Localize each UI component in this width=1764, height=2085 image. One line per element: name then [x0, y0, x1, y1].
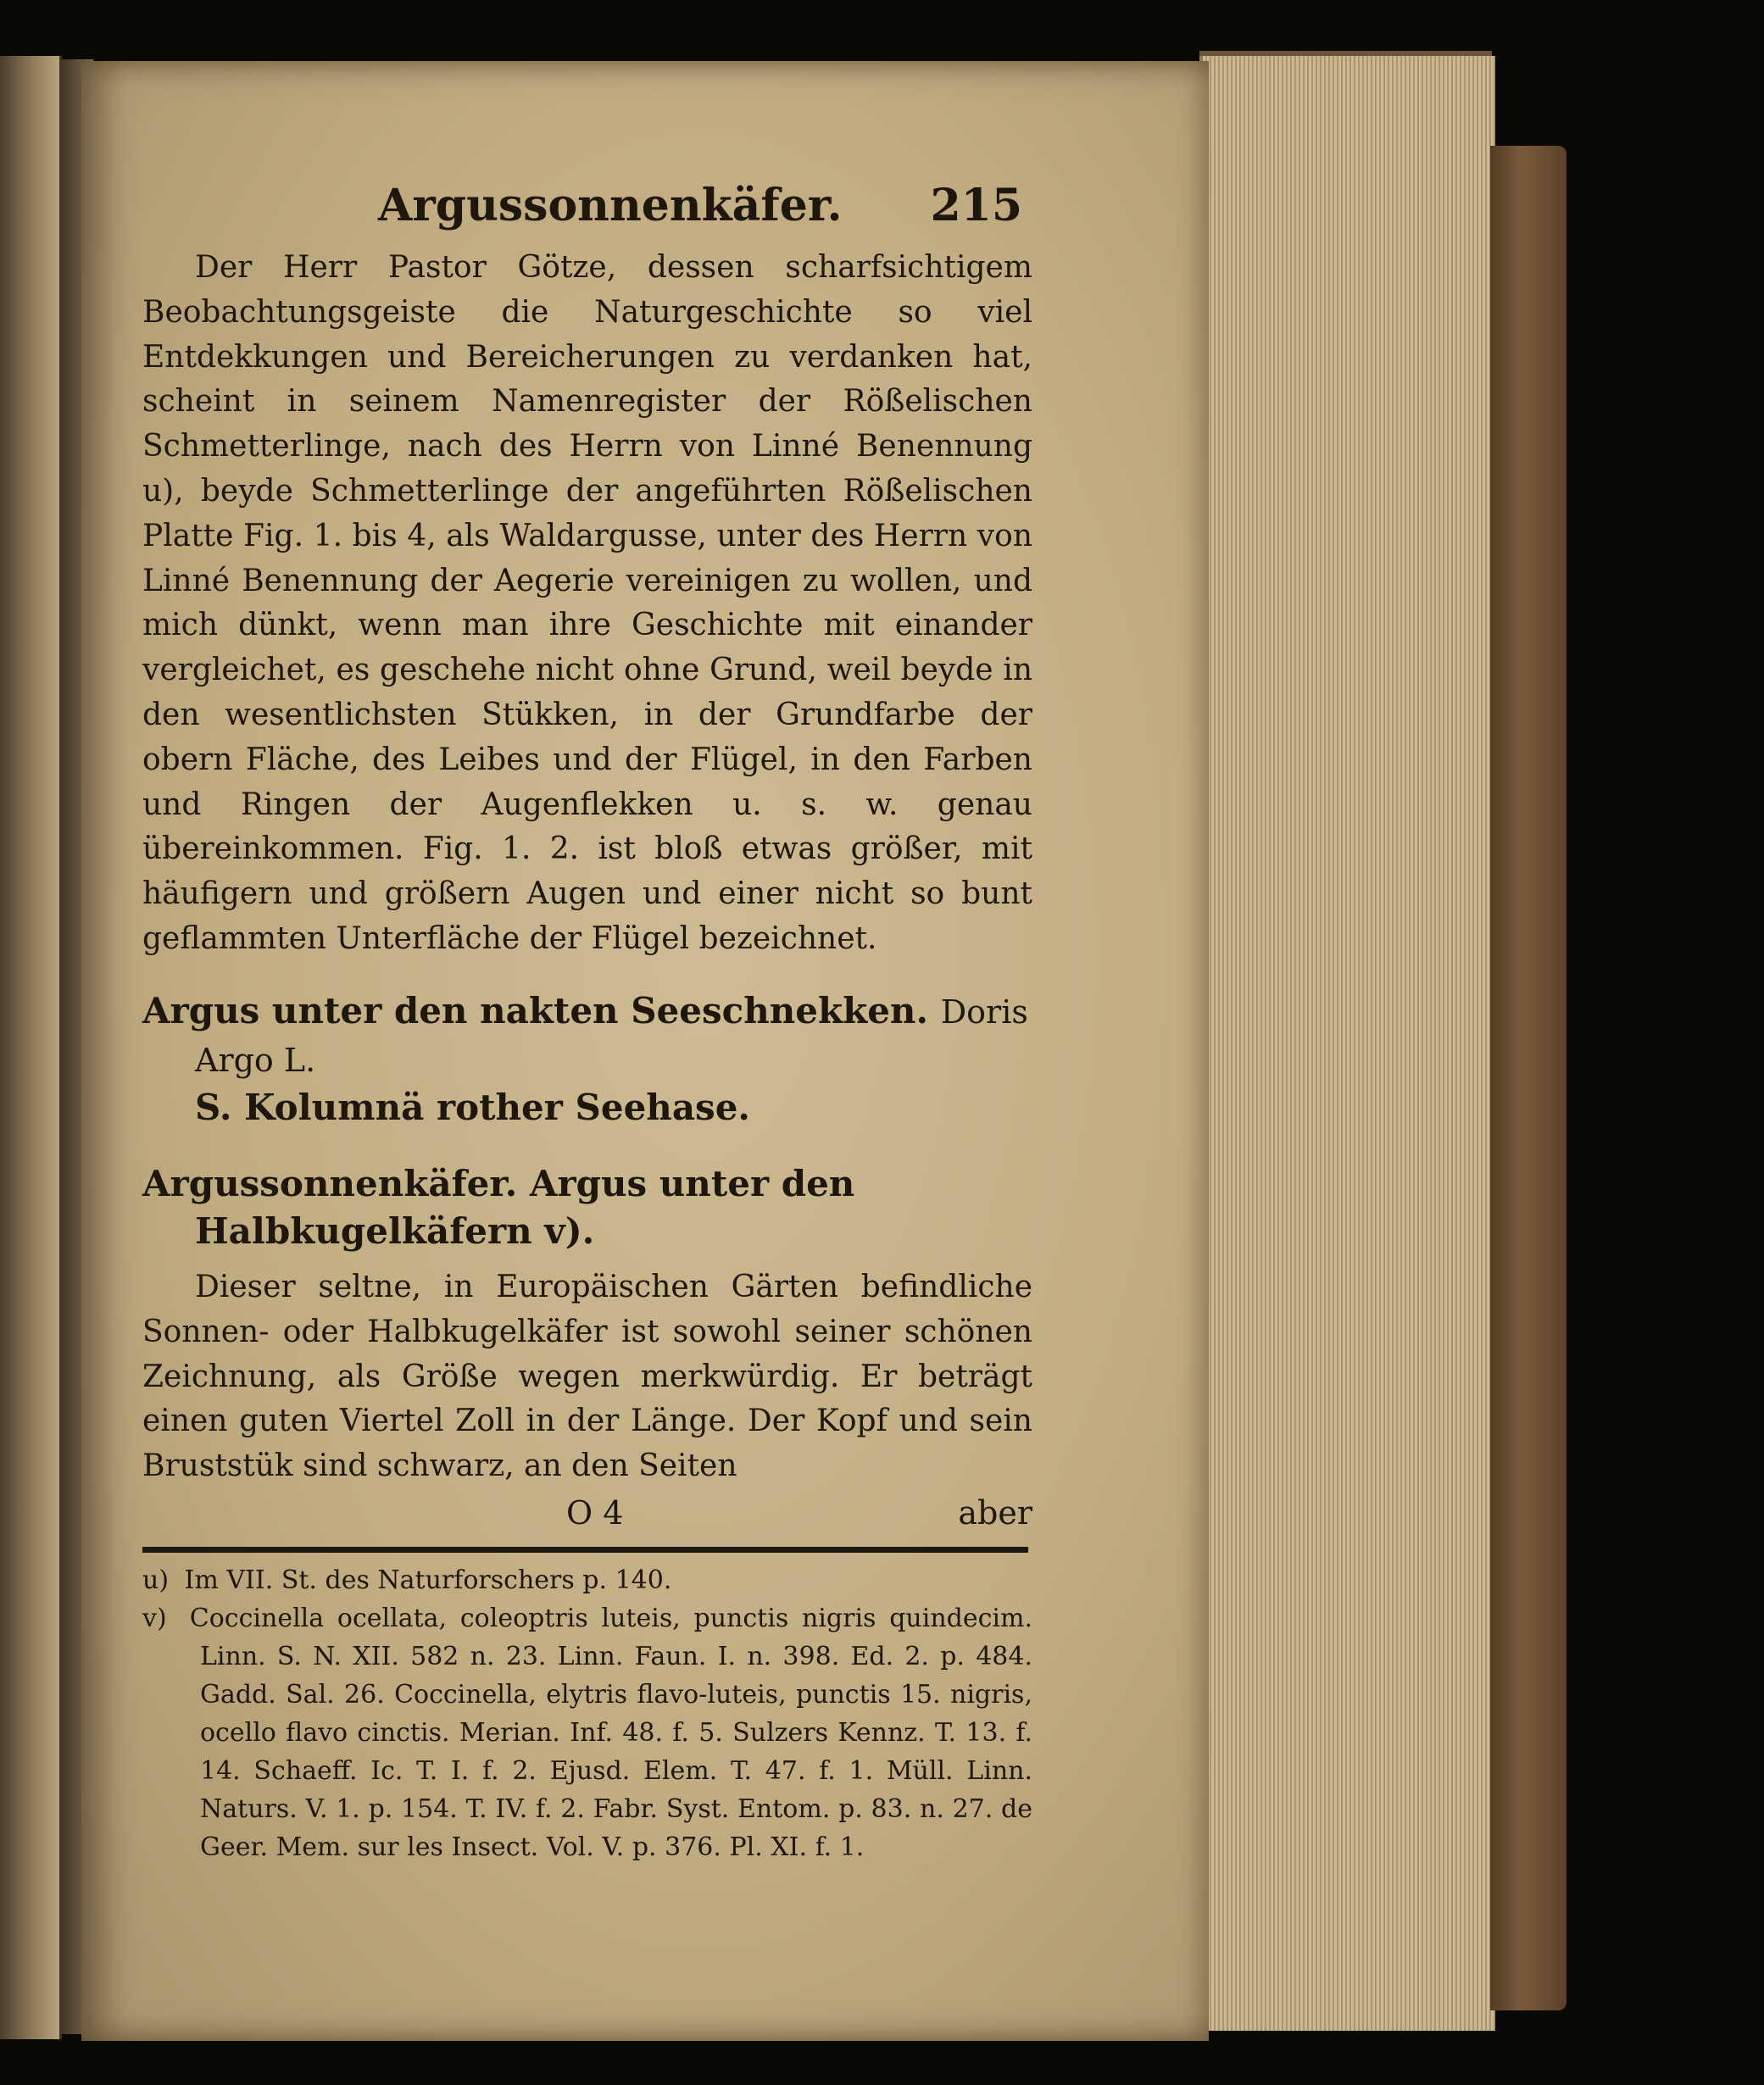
footnotes	[142, 1561, 1032, 1866]
footnote-v-mark: v)	[142, 1603, 167, 1633]
book-cover-spine	[1490, 146, 1566, 2010]
signature-mark: O 4	[566, 1493, 624, 1532]
page-block-edges	[1199, 56, 1495, 2031]
paragraph-1: Der Herr Pastor Götze, dessen scharfsichtigem Beobachtungsgeiste die Naturgeschichte so viel Entdekkungen und Bereicherungen zu verdanken hat, scheint in seinem Namenregister der Rößelischen Schmetterlinge, nach des Herrn von Linné Benennung u), beyde Schmetterlinge der angeführten Rößelischen Platte Fig. 1. bis 4, als Waldargusse, unter des Herrn von Linné Benennung der Aegerie vereinigen zu wollen, und mich dünkt, wenn man ihre Geschichte mit einander vergleichet, es geschehe nicht ohne Grund, weil beyde in den wesentlichsten Stükken, in der Grundfarbe der obern Fläche, des Leibes und der Flügel, in den Farben und Ringen der Augenflekken u. s. w. genau übereinkommen. Fig. 1. 2. ist bloß etwas größer, mit häufigern und größern Augen und einer nicht so bunt geflammten Unterfläche der Flügel bezeichnet.	[142, 250, 1032, 956]
entry-1-ref: Doris Argo L.	[195, 993, 1028, 1079]
entry-1-head: Argus unter den nakten Seeschnekken.	[142, 990, 929, 1031]
entry-1-see: S. Kolumnä rother Seehase.	[195, 1087, 751, 1128]
page-number: 215	[930, 180, 1022, 231]
footnote-u	[142, 1561, 1032, 1599]
catchword: aber	[958, 1493, 1032, 1532]
footnote-u-mark: u)	[142, 1565, 170, 1595]
running-title: Argussonnenkäfer.	[378, 180, 843, 231]
entry-2-head: Argussonnenkäfer. Argus unter den Halbkugelkäfern v).	[142, 1163, 855, 1252]
paragraph-2: Dieser seltne, in Europäischen Gärten befindliche Sonnen- oder Halbkugelkäfer ist sowohl seiner schönen Zeichnung, als Größe wegen merkwürdig. Er beträgt einen guten Viertel Zoll in der Länge. Der Kopf und sein Bruststük sind schwarz, an den Seiten	[142, 1270, 1032, 1484]
signature-line	[142, 1491, 1032, 1535]
entry-argussonnenkaefer	[142, 1160, 1032, 1255]
running-header	[378, 178, 1022, 237]
entry-argus-seeschnekken	[142, 987, 1032, 1131]
page-text	[142, 178, 1032, 1866]
footnote-rule	[142, 1547, 1028, 1553]
footnote-u-text: Im VII. St. des Naturforschers p. 140.	[184, 1565, 672, 1595]
left-page-edge	[0, 56, 62, 2039]
footnote-v-text: Coccinella ocellata, coleoptris luteis, punctis nigris quindecim. Linn. S. N. XII. 582 n. 23. Linn. Faun. I. n. 398. Ed. 2. p. 484. Gadd. Sal. 26. Coccinella, elytris flavo-luteis, punctis 15. nigris, ocello flavo cinctis. Merian. Inf. 48. f. 5. Sulzers Kennz. T. 13. f. 14. Schaeff. Ic. T. I. f. 2. Ejusd. Elem. T. 47. f. 1. Müll. Linn. Naturs. V. 1. p. 154. T. IV. f. 2. Fabr. Syst. Entom. p. 83. n. 27. de Geer. Mem. sur les Insect. Vol. V. p. 376. Pl. XI. f. 1.	[189, 1603, 1032, 1862]
footnote-v	[142, 1599, 1032, 1866]
